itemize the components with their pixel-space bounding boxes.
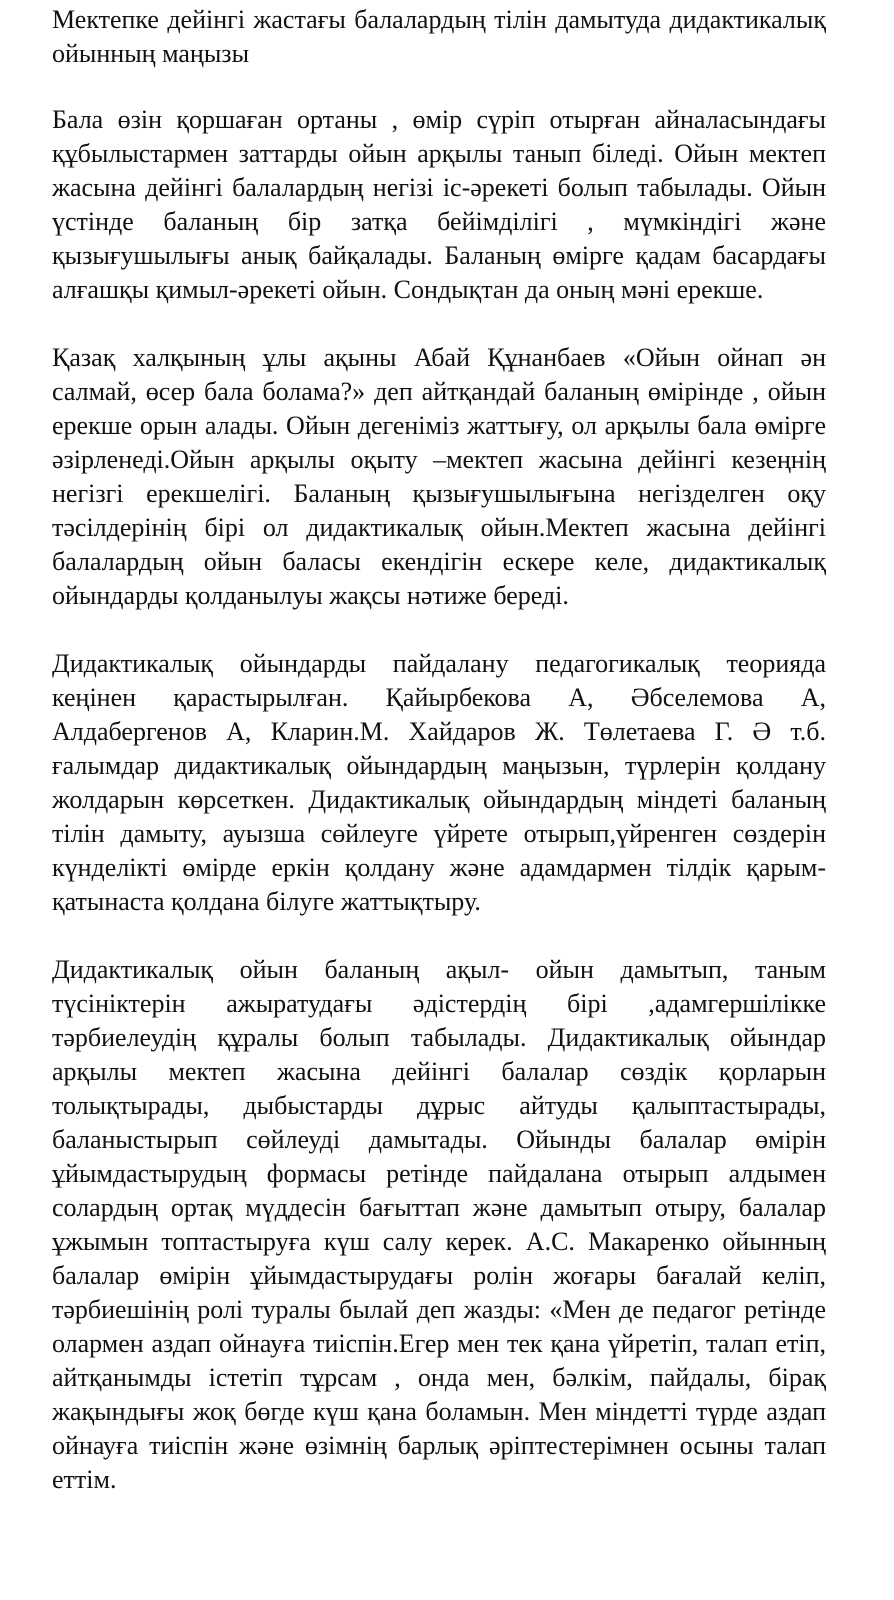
document-page (52, 3, 826, 1497)
spacer (52, 919, 826, 953)
paragraph-3: Дидактикалық ойындарды пайдалану педагогикалық теорияда кеңінен қарастырылған. Қайырбекова А, Әбселемова А, Алдабергенов А, Кларин.М. Хайдаров Ж. Төлетаева Г. Ә т.б. ғалымдар дидактикалық ойындардың маңызын, түрлерін қолдану жолдарын көрсеткен. Дидактикалық ойындардың міндеті баланың тілін дамыту, ауызша сөйлеуге үйрете отырып,үйренген сөздерін күнделікті өмірде еркін қолдану және адамдармен тілдік қарым- қатынаста қолдана білуге жаттықтыру. (52, 649, 826, 916)
spacer (52, 307, 826, 341)
paragraph-4: Дидактикалық ойын баланың ақыл- ойын дамытып, таным түсініктерін ажыратудағы әдістердің бірі ,адамгершілікке тәрбиелеудің құралы болып табылады. Дидактикалық ойындар арқылы мектеп жасына дейінгі балалар сөздік қорларын толықтырады, дыбыстарды дұрыс айтуды қалыптастырады, баланыстырып сөйлеуді дамытады. Ойынды балалар өмірін ұйымдастырудың формасы ретінде пайдалана отырып алдымен солардың ортақ мүддесін бағыттап және дамытып отыру, балалар ұжымын топтастыруға күш салу керек. А.С. Макаренко ойынның балалар өмірін ұйымдастырудағы ролін жоғары бағалай келіп, тәрбиешінің ролі туралы былай деп жазды: «Мен де педагог ретінде олармен аздап ойнауға тиіспін.Егер мен тек қана үйретіп, талап етіп, айтқанымды істетіп тұрсам , онда мен, бәлкім, пайдалы, бірақ жақындығы жоқ бөгде күш қана боламын. Мен міндетті түрде аздап ойнауға тиіспін және өзімнің барлық әріптестерімнен осыны талап еттім. (52, 955, 826, 1494)
spacer (52, 71, 826, 103)
spacer (52, 613, 826, 647)
paragraph-2: Қазақ халқының ұлы ақыны Абай Құнанбаев «Ойын ойнап ән салмай, өсер бала болама?» деп айтқандай баланың өмірінде , ойын ерекше орын алады. Ойын дегеніміз жаттығу, ол арқылы бала өмірге әзірленеді.Ойын арқылы оқыту –мектеп жасына дейінгі кезеңнің негізгі ерекшелігі. Баланың қызығушылығына негізделген оқу тәсілдерінің бірі ол дидактикалық ойын.Мектеп жасына дейінгі балалардың ойын баласы екендігін ескере келе, дидактикалық ойындарды қолданылуы жақсы нәтиже береді. (52, 343, 826, 610)
document-title: Мектепке дейінгі жастағы балалардың тілін дамытуда дидактикалық ойынның маңызы (52, 5, 826, 68)
paragraph-1: Бала өзін қоршаған ортаны , өмір сүріп отырған айналасындағы құбылыстармен заттарды ойын арқылы танып біледі. Ойын мектеп жасына дейінгі балалардың негізі іс-әрекеті болып табылады. Ойын үстінде баланың бір затқа бейімділігі , мүмкіндігі және қызығушылығы анық байқалады. Баланың өмірге қадам басардағы алғашқы қимыл-әрекеті ойын. Сондықтан да оның мәні ерекше. (52, 105, 826, 304)
